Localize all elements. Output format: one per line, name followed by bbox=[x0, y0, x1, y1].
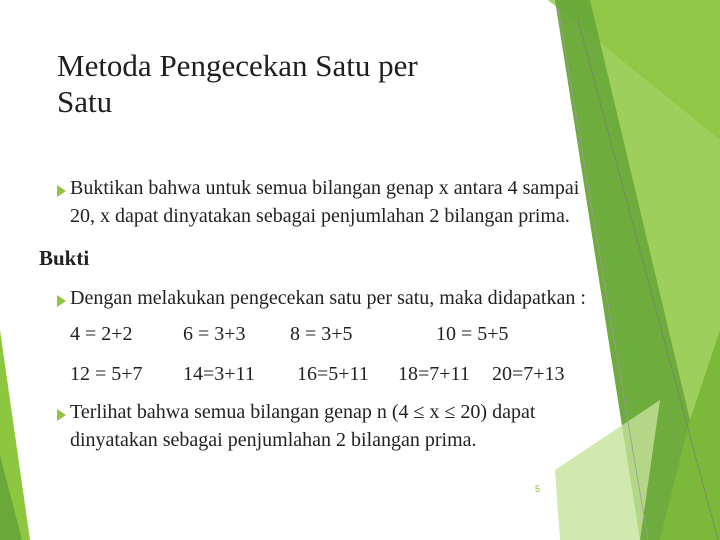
conclusion bbox=[70, 398, 535, 454]
equation: 8 = 3+5 bbox=[290, 323, 353, 345]
conclusion-line-1: Terlihat bahwa semua bilangan genap n (4 ≤ x ≤ 20) dapat bbox=[70, 401, 536, 423]
equation: 4 = 2+2 bbox=[70, 323, 133, 345]
equation: 18=7+11 bbox=[398, 363, 470, 385]
proof-intro: Dengan melakukan pengecekan satu per satu, maka didapatkan : bbox=[70, 287, 586, 309]
equation: 12 = 5+7 bbox=[70, 363, 143, 385]
slide-title-line-1: Metoda Pengecekan Satu per bbox=[57, 48, 418, 83]
problem-line-1: Buktikan bahwa untuk semua bilangan genap x antara 4 sampai bbox=[70, 177, 580, 199]
problem-statement bbox=[70, 174, 579, 230]
page-number: 5 bbox=[535, 484, 541, 494]
equation: 20=7+13 bbox=[492, 363, 565, 385]
equation: 14=3+11 bbox=[183, 363, 255, 385]
equation: 16=5+11 bbox=[297, 363, 369, 385]
conclusion-line-2: dinyatakan sebagai penjumlahan 2 bilangan prima. bbox=[70, 429, 477, 451]
slide-title-line-2: Satu bbox=[57, 84, 113, 119]
bullet-arrow-3 bbox=[57, 409, 66, 421]
slide-title bbox=[57, 48, 517, 120]
bullet-arrow-2 bbox=[57, 295, 66, 307]
equation: 6 = 3+3 bbox=[183, 323, 246, 345]
proof-heading: Bukti bbox=[39, 246, 90, 270]
problem-line-2: 20, x dapat dinyatakan sebagai penjumlahan 2 bilangan prima. bbox=[70, 205, 570, 227]
bullet-arrow-1 bbox=[57, 185, 66, 197]
equation: 10 = 5+5 bbox=[436, 323, 509, 345]
